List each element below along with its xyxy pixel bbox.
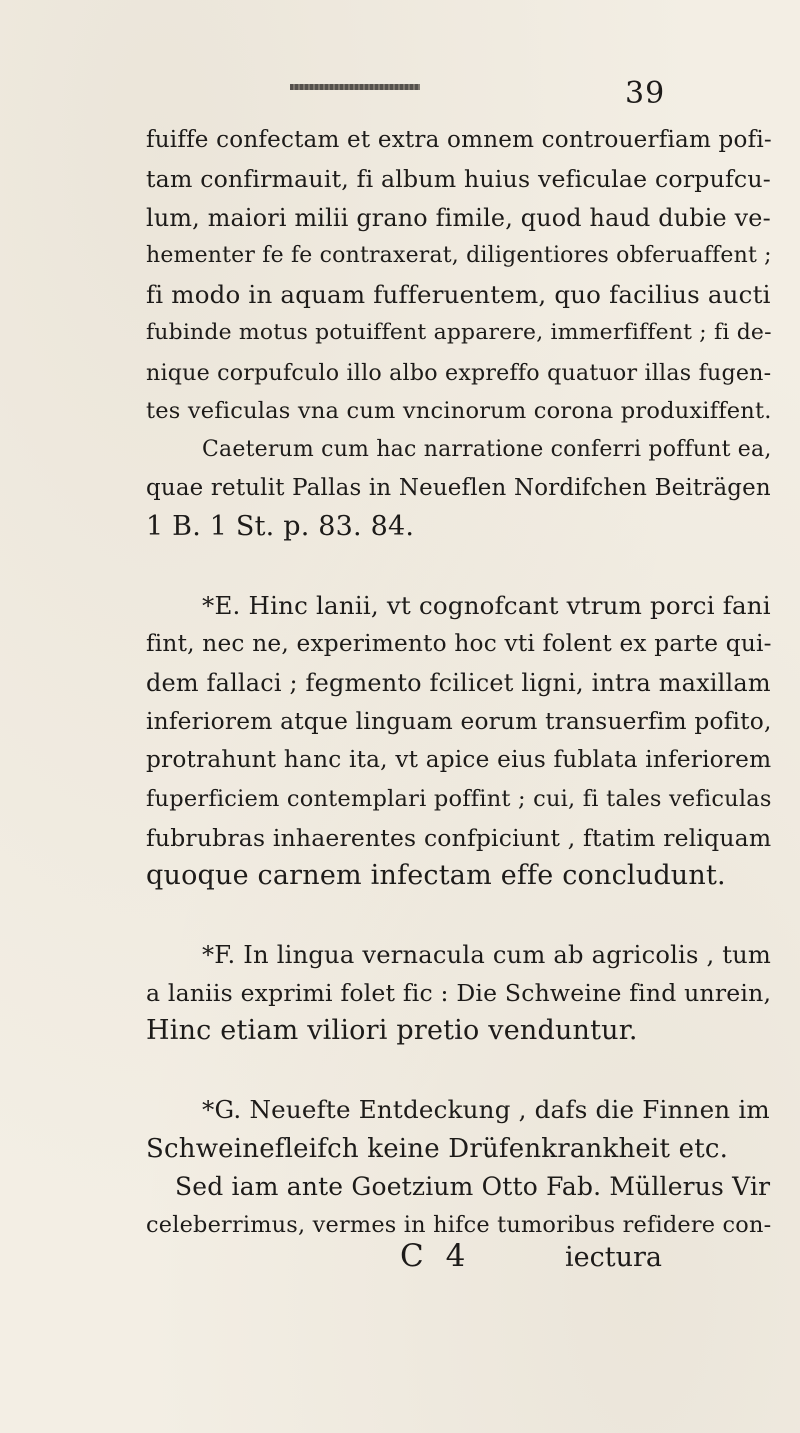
text-line: Hinc etiam viliori pretio venduntur. (146, 1015, 638, 1046)
text-line: protrahunt hanc ita, vt apice eius fublata inferiorem (146, 746, 772, 773)
text-line: tes veficulas vna cum vncinorum corona produxiffent. (146, 398, 772, 424)
text-line: Schweinefleifch keine Drüfenkrankheit etc. (146, 1134, 729, 1164)
text-line: fubrubras inhaerentes confpiciunt , ftatim reliquam (146, 824, 772, 852)
text-line: *G. Neuefte Entdeckung , dafs die Finnen im (202, 1095, 770, 1124)
text-line: lum, maiori milii grano fimile, quod haud dubie ve- (146, 204, 771, 232)
text-line: fuiffe confectam et extra omnem controuerfiam pofi- (146, 127, 772, 153)
text-line: *E. Hinc lanii, vt cognofcant vtrum porci fani (202, 591, 771, 620)
text-line: a laniis exprimi folet fic : Die Schweine find unrein, (146, 979, 772, 1007)
text-line: quoque carnem infectam effe concludunt. (146, 860, 726, 891)
text-line: celeberrimus, vermes in hifce tumoribus refidere con- (146, 1212, 772, 1238)
text-line: Sed iam ante Goetzium Otto Fab. Müllerus Vir (175, 1172, 771, 1201)
text-line: Caeterum cum hac narratione conferri poffunt ea, (202, 437, 772, 462)
text-line: inferiorem atque linguam eorum transuerfim pofito, (146, 708, 772, 735)
text-line: fint, nec ne, experimento hoc vti folent ex parte qui- (146, 630, 772, 657)
text-line: dem fallaci ; fegmento fcilicet ligni, intra maxillam (146, 669, 771, 697)
text-line: fuperficiem contemplari poffint ; cui, fi tales veficulas (146, 786, 772, 812)
text-line: *F. In lingua vernacula cum ab agricolis , tum (202, 941, 772, 969)
text-line: fubinde motus potuiffent apparere, immerfiffent ; fi de- (146, 320, 772, 345)
page-number: 39 (625, 76, 666, 111)
catchword: iectura (565, 1242, 662, 1273)
text-line: tam confirmauit, fi album huius veficulae corpufcu- (146, 165, 771, 193)
text-line: 1 B. 1 St. p. 83. 84. (146, 511, 415, 542)
text-line: quae retulit Pallas in Neueflen Nordifchen Beiträgen (146, 475, 771, 501)
text-line: hementer fe fe contraxerat, diligentiores obferuaffent ; (146, 243, 772, 268)
header-ornament-rule (290, 84, 420, 90)
text-line: nique corpufculo illo albo expreffo quatuor illas fugen- (146, 360, 772, 386)
signature-mark: C 4 (400, 1238, 472, 1274)
text-line: fi modo in aquam fufferuentem, quo facilius aucti (146, 280, 771, 309)
